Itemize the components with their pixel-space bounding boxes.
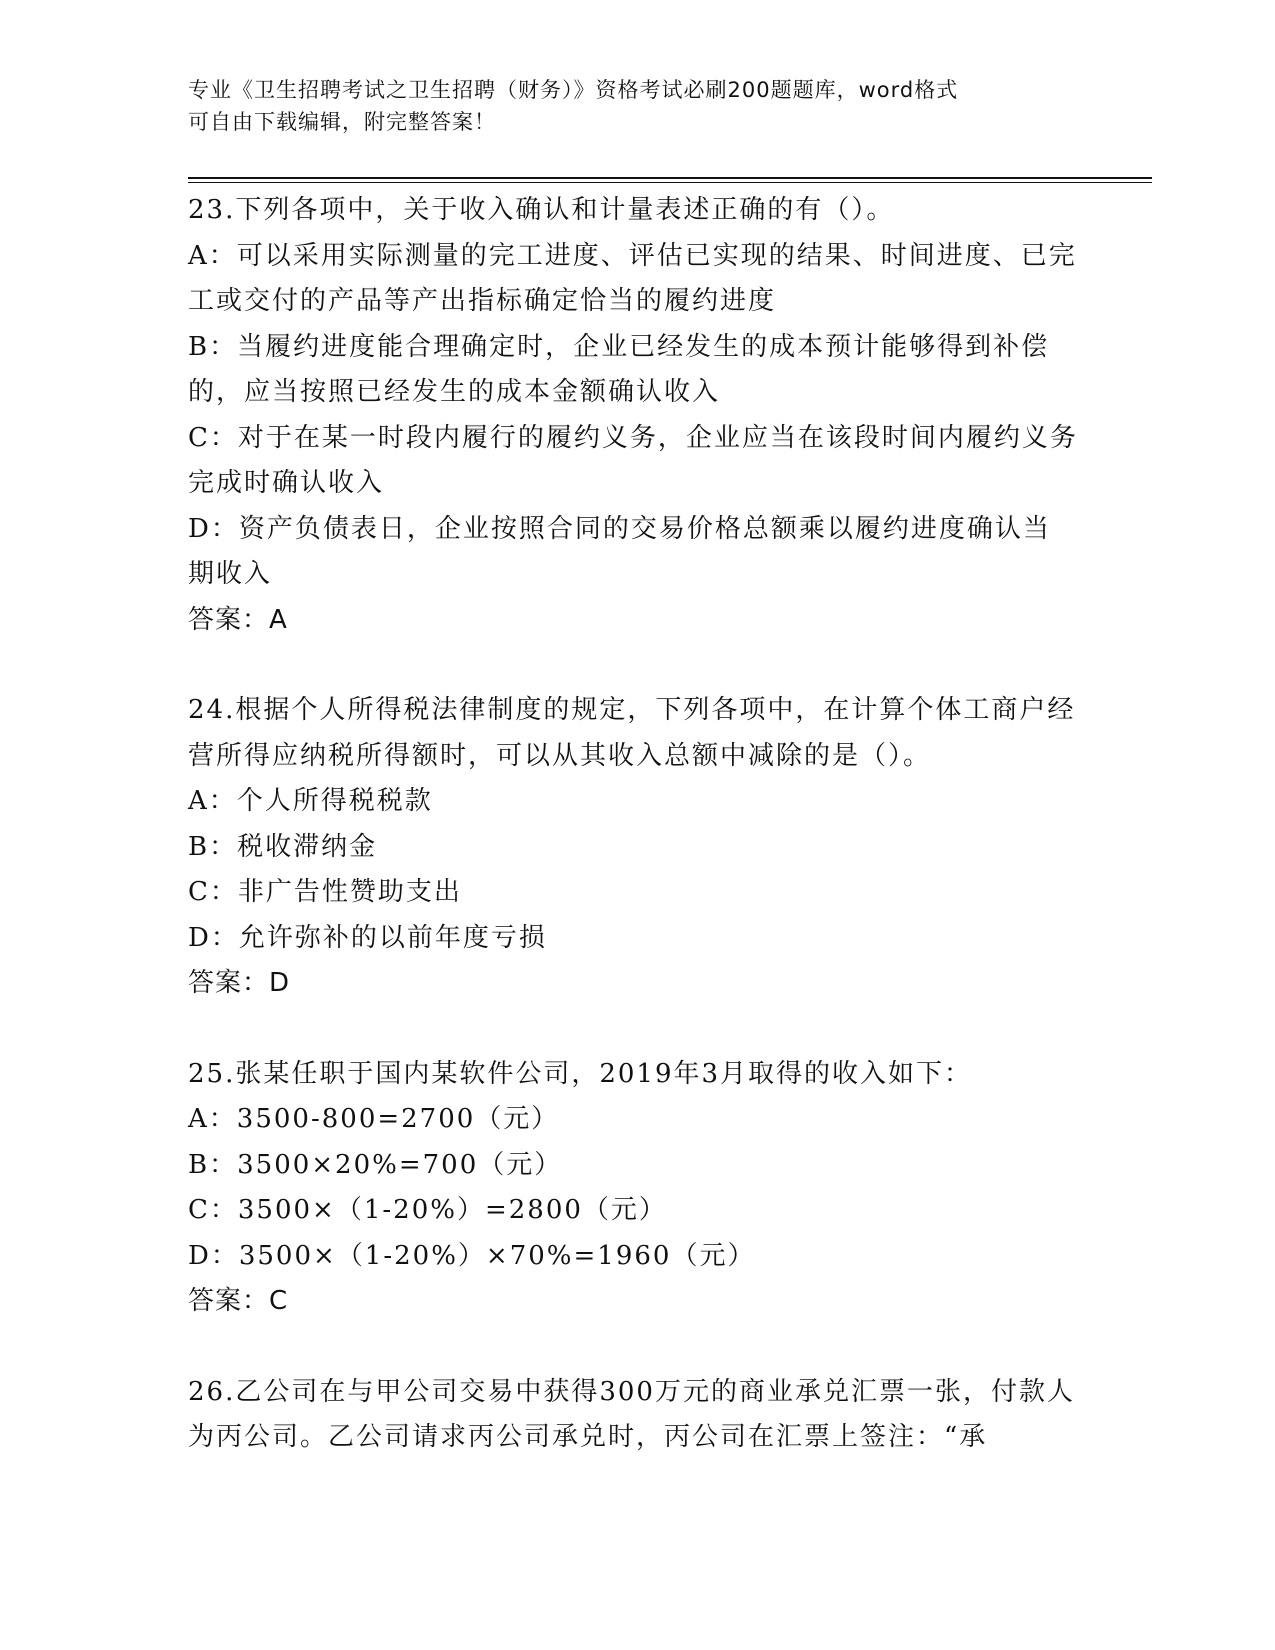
- question-stem: 24.根据个人所得税法律制度的规定，下列各项中，在计算个体工商户经营所得应纳税所得额时，可以从其收入总额中减除的是（）。: [188, 695, 1076, 771]
- answer-label: 答案：C: [188, 1286, 289, 1316]
- option-b: B：当履约进度能合理确定时，企业已经发生的成本预计能够得到补偿的，应当按照已经发生的成本金额确认收入: [188, 331, 1050, 407]
- option-b: B：3500×20%=700（元）: [188, 1149, 563, 1180]
- option-c: C：对于在某一时段内履行的履约义务，企业应当在该段时间内履约义务完成时确认收入: [188, 422, 1078, 498]
- option-c: C：3500×（1-20%）=2800（元）: [188, 1195, 667, 1225]
- option-a: A：可以采用实际测量的完工进度、评估已实现的结果、时间进度、已完工或交付的产品等产出指标确定恰当的履约进度: [188, 240, 1077, 316]
- question-23: [188, 188, 1078, 643]
- question-list: [188, 188, 1078, 1506]
- question-24: [188, 688, 1078, 1007]
- option-b: B：税收滞纳金: [188, 831, 378, 862]
- question-stem: 23.下列各项中，关于收入确认和计量表述正确的有（）。: [188, 195, 895, 225]
- header-divider-thick: [188, 177, 1152, 179]
- question-25: [188, 1052, 1078, 1325]
- option-a: A：3500-800=2700（元）: [188, 1104, 560, 1134]
- header-line-1: 专业《卫生招聘考试之卫生招聘（财务）》资格考试必刷200题题库，word格式: [188, 78, 959, 102]
- answer-label: 答案：D: [188, 968, 291, 998]
- header-divider-thin: [188, 182, 1152, 183]
- question-stem: 25.张某任职于国内某软件公司，2019年3月取得的收入如下：: [188, 1058, 973, 1089]
- option-c: C：非广告性赞助支出: [188, 877, 462, 907]
- header-line-2: 可自由下载编辑，附完整答案！: [188, 110, 496, 134]
- option-d: D：3500×（1-20%）×70%=1960（元）: [188, 1240, 756, 1271]
- option-d: D：资产负债表日，企业按照合同的交易价格总额乘以履约进度确认当期收入: [188, 513, 1051, 589]
- answer-label: 答案：A: [188, 604, 288, 635]
- option-a: A：个人所得税税款: [188, 786, 433, 816]
- document-header: [188, 74, 1088, 138]
- question-26: [188, 1370, 1078, 1461]
- question-stem: 26.乙公司在与甲公司交易中获得300万元的商业承兑汇票一张，付款人为丙公司。乙公司请求丙公司承兑时，丙公司在汇票上签注：“承: [188, 1376, 1075, 1452]
- option-d: D：允许弥补的以前年度亏损: [188, 922, 547, 953]
